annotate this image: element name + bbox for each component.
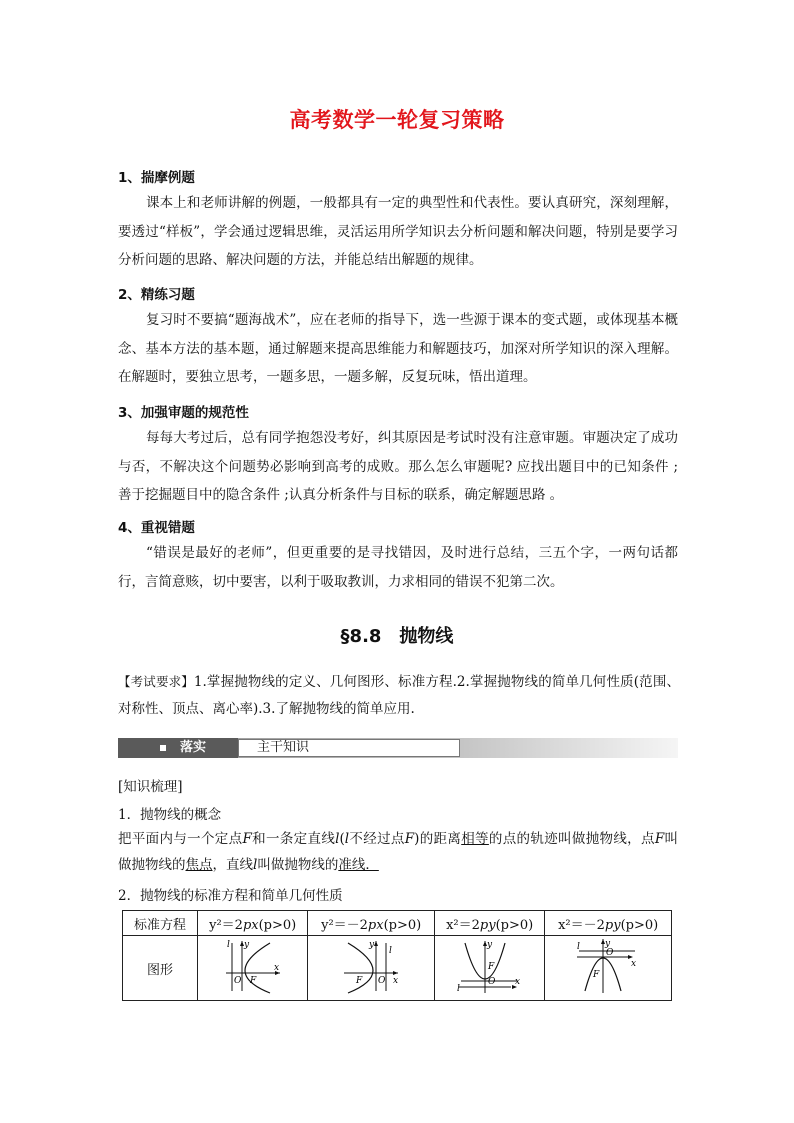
point-f: F bbox=[654, 831, 665, 847]
label-o: O bbox=[233, 976, 242, 986]
equation-lhs: x²＝－2 bbox=[558, 917, 605, 933]
equation-cell-2 bbox=[308, 911, 435, 936]
graph-cell-4 bbox=[545, 936, 672, 1001]
row-label-graph: 图形 bbox=[123, 936, 198, 1001]
label-l: l bbox=[389, 946, 393, 956]
equation-cell-3 bbox=[434, 911, 544, 936]
definition-text: 把平面内与一个定点 bbox=[118, 831, 243, 847]
table-row-equations bbox=[123, 911, 672, 936]
banner-light-label: 主干知识 bbox=[257, 740, 310, 755]
label-f: F bbox=[249, 976, 256, 986]
graph-cell-3 bbox=[434, 936, 544, 1001]
requirements-text: 1.掌握抛物线的定义、几何图形、标准方程.2.掌握抛物线的简单几何性质(范围、对称性、顶点、离心率).3.了解抛物线的简单应用. bbox=[118, 674, 680, 717]
section-1-text: 课本上和老师讲解的例题，一般都具有一定的典型性和代表性。要认真研究，深刻理解，要透过“样板”，学会通过逻辑思维，灵活运用所学知识去分析问题和解决问题，特别是要学习分析问题的思路、解决问题的方法，并能总结出解题的规律。 bbox=[118, 195, 678, 268]
label-f: F bbox=[356, 976, 363, 986]
equation-cell-1 bbox=[198, 911, 308, 936]
definition-text: 不经过点 bbox=[349, 831, 405, 847]
label-x: x bbox=[631, 959, 637, 969]
label-x: x bbox=[393, 976, 399, 986]
definition-text: 和一条定直线 bbox=[251, 831, 336, 847]
definition-text: 的点的轨迹叫做抛物线，点 bbox=[488, 831, 655, 847]
label-y: y bbox=[243, 940, 249, 950]
chapter-title: §8.8 抛物线 bbox=[340, 626, 454, 647]
equation-var: px bbox=[367, 917, 384, 933]
equation-lhs: x²＝2 bbox=[446, 917, 480, 933]
equation-var: py bbox=[604, 917, 621, 933]
section-3-heading: 3、加强审题的规范性 bbox=[118, 405, 249, 421]
row-label-equation: 标准方程 bbox=[123, 911, 198, 936]
label-y: y bbox=[605, 939, 611, 949]
banner-light-block bbox=[238, 739, 460, 757]
label-l: l bbox=[456, 984, 460, 994]
definition-text: )的距离 bbox=[414, 831, 462, 847]
equation-var: px bbox=[242, 917, 259, 933]
label-l: l bbox=[577, 942, 581, 952]
term-equal: 相等 bbox=[461, 831, 489, 847]
label-l: l bbox=[226, 940, 230, 950]
section-1-heading: 1、揣摩例题 bbox=[118, 170, 195, 186]
graph-cell-1 bbox=[198, 936, 308, 1001]
parabola-right-graph bbox=[218, 937, 288, 995]
label-x: x bbox=[273, 963, 279, 973]
banner-dark-block bbox=[118, 738, 238, 758]
knowledge-tag: [知识梳理] bbox=[118, 779, 183, 795]
point-f: F bbox=[404, 831, 415, 847]
requirements-tag: 【考试要求】 bbox=[118, 674, 194, 689]
knowledge-item-2-title: 2．抛物线的标准方程和简单几何性质 bbox=[118, 888, 343, 904]
line-l: l bbox=[344, 831, 350, 847]
section-banner bbox=[118, 738, 678, 758]
equation-cond: (p>0) bbox=[620, 917, 659, 933]
parabola-down-graph bbox=[573, 937, 643, 995]
equation-var: py bbox=[479, 917, 496, 933]
table-row-graphs bbox=[123, 936, 672, 1001]
line-l: l bbox=[253, 857, 258, 873]
label-x: x bbox=[514, 977, 520, 987]
section-2-heading: 2、精练习题 bbox=[118, 287, 195, 303]
section-4-heading: 4、重视错题 bbox=[118, 520, 195, 536]
graph-cell-2 bbox=[308, 936, 435, 1001]
label-y: y bbox=[486, 940, 492, 950]
equation-lhs: y²＝2 bbox=[209, 917, 243, 933]
page-title: 高考数学一轮复习策略 bbox=[289, 108, 505, 132]
equation-cond: (p>0) bbox=[258, 917, 297, 933]
definition-text: ，直线 bbox=[212, 857, 253, 873]
equation-lhs: y²＝－2 bbox=[321, 917, 368, 933]
definition-text: 叫做抛物线的 bbox=[118, 831, 679, 873]
label-f: F bbox=[487, 962, 494, 972]
parabola-definition bbox=[118, 826, 678, 878]
term-focus: 焦点 bbox=[185, 857, 213, 873]
label-y: y bbox=[369, 940, 375, 950]
term-directrix: 准线． bbox=[338, 857, 379, 873]
section-4-text: “错误是最好的老师”，但更重要的是寻找错因，及时进行总结，三五个字，一两句话都行，言简意赅，切中要害，以利于吸取教训，力求相同的错误不犯第二次。 bbox=[118, 545, 678, 590]
label-o: O bbox=[487, 977, 496, 987]
knowledge-item-1-title: 1．抛物线的概念 bbox=[118, 807, 222, 823]
equation-cond: (p>0) bbox=[495, 917, 534, 933]
square-bullet-icon bbox=[160, 745, 166, 751]
banner-dark-label: 落实 bbox=[180, 740, 207, 755]
equation-cond: (p>0) bbox=[383, 917, 422, 933]
parabola-left-graph bbox=[336, 937, 406, 995]
section-3-text: 每每大考过后，总有同学抱怨没考好，纠其原因是考试时没有注意审题。审题决定了成功与否，不解决这个问题势必影响到高考的成败。那么怎么审题呢? 应找出题目中的已知条件 ;善于挖掘题目中的隐含条件 ;认真分析条件与目标的联系，确定解题思路 。 bbox=[118, 430, 678, 503]
label-o: O bbox=[606, 948, 614, 958]
section-2-text: 复习时不要搞“题海战术”，应在老师的指导下，选一些源于课本的变式题，或体现基本概念、基本方法的基本题，通过解题来提高思维能力和解题技巧，加深对所学知识的深入理解。在解题时，要独立思考，一题多思，一题多解，反复玩味，悟出道理。 bbox=[118, 312, 678, 385]
definition-text: ( bbox=[339, 831, 345, 847]
line-l: l bbox=[335, 831, 340, 847]
parabola-table bbox=[122, 910, 672, 1001]
definition-text: 叫做抛物线的 bbox=[257, 857, 339, 873]
parabola-up-graph bbox=[455, 937, 525, 995]
label-o: O bbox=[378, 976, 386, 986]
point-f: F bbox=[242, 831, 252, 847]
label-f: F bbox=[593, 970, 600, 980]
equation-cell-4 bbox=[545, 911, 672, 936]
exam-requirements bbox=[118, 668, 680, 723]
